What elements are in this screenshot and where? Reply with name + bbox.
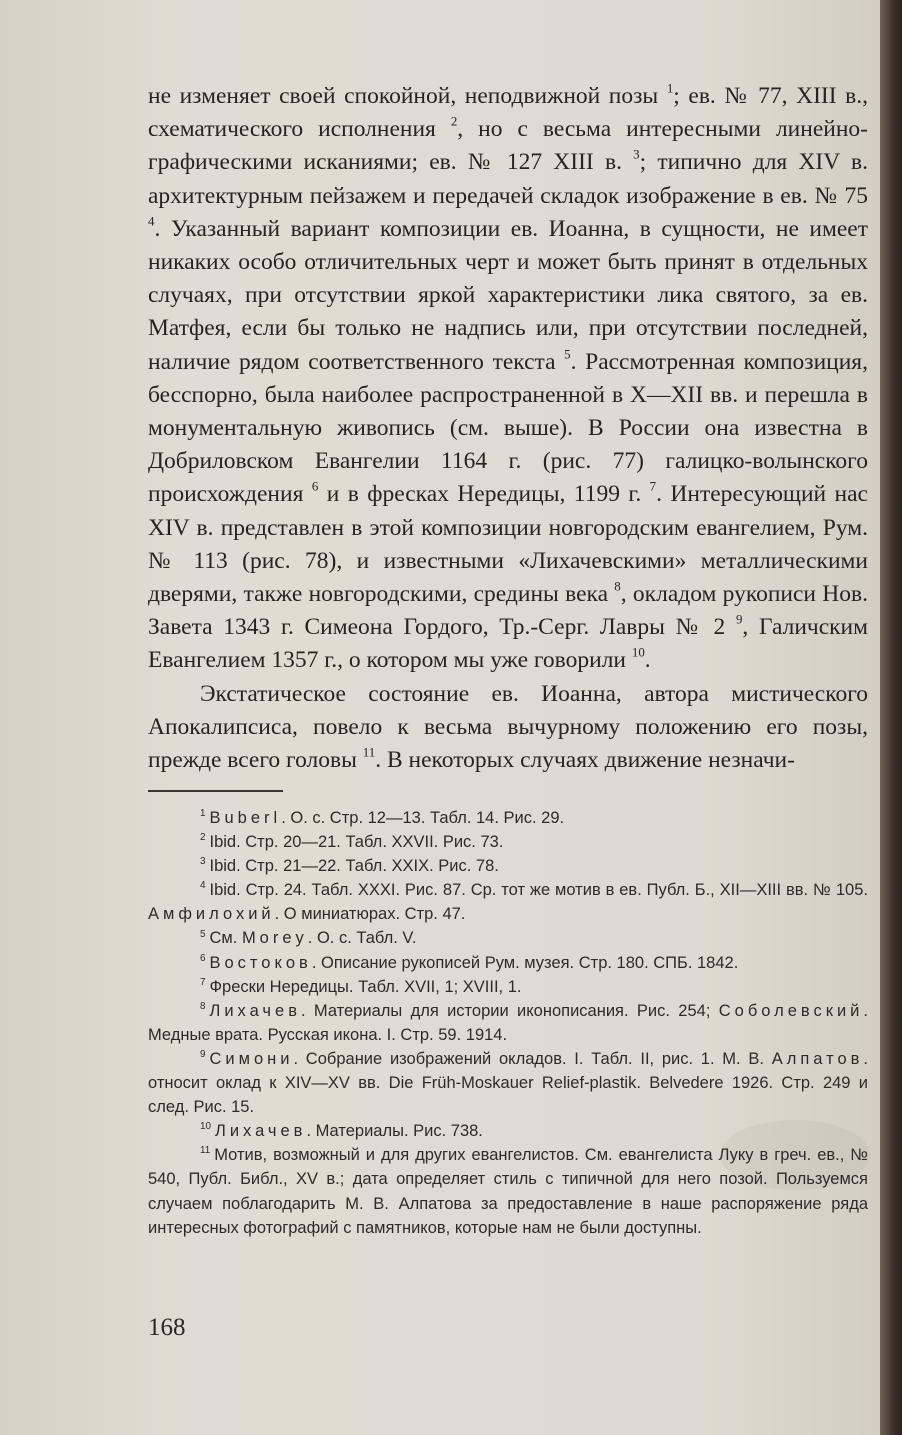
page-number: 168 [148, 1314, 186, 1341]
footnote-text: Фрески Нередицы. Табл. XVII, 1; XVIII, 1. [209, 977, 522, 996]
footnote-item [148, 1047, 868, 1119]
book-spine-edge [880, 0, 902, 1435]
footnote-text: . О миниатюрах. Стр. 47. [274, 905, 466, 924]
footnote-item [148, 806, 868, 830]
body-text: не изменяет своей спокойной, неподвижной позы [148, 83, 667, 109]
footnote-author: Buberl [209, 809, 282, 827]
footnote-reference: 4 [148, 213, 155, 229]
footnote-text: . Описание рукописей Рум. музея. Стр. 180. СПБ. 1842. [311, 953, 739, 972]
footnote-text: . Материалы для истории иконописания. Рис. 254; [300, 1001, 719, 1020]
footnote-reference: 9 [735, 611, 743, 627]
footnote-item [148, 999, 868, 1047]
footnote-author: Амфилохий [148, 905, 275, 924]
footnote-reference: 3 [633, 147, 640, 163]
body-text: , Галичским Евангелием 1357 г., о котором мы уже говорили [148, 614, 869, 674]
body-text: и в фресках Нередицы, 1199 г. [318, 481, 650, 508]
footnote-item [148, 878, 868, 926]
footnote-text: . относит оклад к XIV—XV вв. Die Früh-Moskauer Relief-plastik. Belvedere 1926. Стр. 249 и след. Рис. 15. [148, 1049, 868, 1117]
body-text: . Рассмотренная композиция, бесспорно, была наиболее распространенной в X—XII вв. и перешла в монументальную живопись (см. выше). В России она известна в Добриловском Евангелии 1164 г. (рис. 77) галицко-волынского происхождения [148, 348, 868, 508]
footnote-rule [148, 790, 283, 792]
footnote-reference: 2 [450, 113, 458, 129]
footnotes [148, 806, 868, 1240]
body-text: Экстатическое состояние ев. Иоанна, автора мистического Апокалипсиса, повело к весьма вычурному положению его позы, прежде всего головы [148, 680, 868, 774]
body-text: , но с весьма интересными линейно-графическими исканиями; ев. № 127 XIII в. [148, 116, 868, 176]
footnote-text: Ibid. Стр. 20—21. Табл. XXVII. Рис. 73. [209, 833, 504, 852]
footnote-item [148, 854, 868, 878]
body-text: . [644, 647, 651, 674]
footnote-number: 10 [200, 1121, 211, 1133]
body-text: , окладом рукописи Нов. Завета 1343 г. Симеона Гордого, Тр.-Серг. Лавры № 2 [148, 581, 868, 641]
footnote-text: См. [209, 929, 242, 948]
footnote-item [148, 1143, 868, 1239]
footnote-number: 2 [200, 832, 206, 844]
footnote-text: Мотив, возможный и для других евангелистов. См. евангелиста Луку в греч. ев., № 540, Публ. Библ., XV в.; дата определяет стиль с типичной для него позой. Пользуемся случаем поблагодарить М. В. Алпатова за предоставление в наше распоряжение ряда интересных фотографий с памятников, которые нам не были доступны. [148, 1146, 868, 1237]
main-text [148, 80, 868, 777]
footnote-text: . О. с. Стр. 12—13. Табл. 14. Рис. 29. [281, 809, 565, 827]
footnote-reference: 11 [362, 744, 376, 760]
footnote-text: . Собрание изображений окладов. I. Табл. II, рис. 1. М. В. [293, 1049, 772, 1068]
footnote-number: 6 [200, 952, 206, 964]
body-text: ; ев. № 77, XIII в., схематического исполнения [148, 83, 868, 143]
body-text: . Указанный вариант композиции ев. Иоанна, в сущности, не имеет никаких особо отличительных черт и может быть принят в отдельных случаях, при отсутствии яркой характеристики лика святого, за ев. Матфея, если бы только не надпись или, при отсутствии последней, наличие рядом соответственного текста [148, 215, 868, 375]
footnote-author: Соболевский [718, 1001, 864, 1020]
footnote-number: 5 [200, 928, 206, 940]
footnote-author: Востоков [209, 953, 312, 972]
footnote-text: . О. с. Табл. V. [307, 929, 417, 948]
footnote-author: Симони [209, 1049, 294, 1068]
body-paragraph [148, 678, 868, 778]
footnote-number: 11 [200, 1145, 211, 1157]
footnote-author: Лихачев [209, 1001, 301, 1020]
footnote-reference: 10 [631, 645, 645, 661]
footnote-item [148, 830, 868, 854]
footnote-author: Алпатов [771, 1049, 864, 1068]
footnote-number: 4 [200, 880, 206, 892]
footnote-number: 7 [200, 976, 206, 988]
footnote-number: 9 [200, 1049, 206, 1061]
footnote-number: 3 [200, 856, 206, 868]
footnote-reference: 5 [564, 346, 571, 362]
footnote-number: 8 [200, 1000, 206, 1012]
footnote-reference: 6 [311, 479, 319, 495]
footnote-item [148, 926, 868, 950]
body-text: . В некоторых случаях движение незначи- [375, 747, 795, 774]
footnote-text: . Материалы. Рис. 738. [306, 1122, 483, 1141]
body-text: . Интересующий нас XIV в. представлен в этой композиции новгородским евангелием, Рум. № 113 (рис. 78), и известными «Лихачевскими» металлическими дверями, также новгородскими, средины века [148, 481, 868, 608]
footnote-text: Ibid. Стр. 21—22. Табл. XXIX. Рис. 78. [209, 857, 499, 876]
footnote-item [148, 975, 868, 999]
body-paragraph [148, 80, 868, 678]
footnote-author: Morey [241, 929, 308, 948]
footnote-item [148, 951, 868, 975]
body-text: ; типично для XIV в. архитектурным пейзажем и передачей складок изображение в ев. № 75 [148, 149, 868, 209]
footnote-reference: 8 [614, 578, 621, 594]
footnote-number: 1 [200, 808, 206, 820]
footnote-text: Ibid. Стр. 24. Табл. XXXI. Рис. 87. Ср. тот же мотив в ев. Публ. Б., XII—XIII вв. № 105. [209, 881, 868, 900]
footnote-text: . Медные врата. Русская икона. I. Стр. 59. 1914. [148, 1001, 868, 1044]
footnote-author: Лихачев [214, 1122, 307, 1141]
footnote-reference: 7 [649, 479, 657, 495]
footnote-item [148, 1119, 868, 1143]
footnote-reference: 1 [666, 80, 674, 96]
